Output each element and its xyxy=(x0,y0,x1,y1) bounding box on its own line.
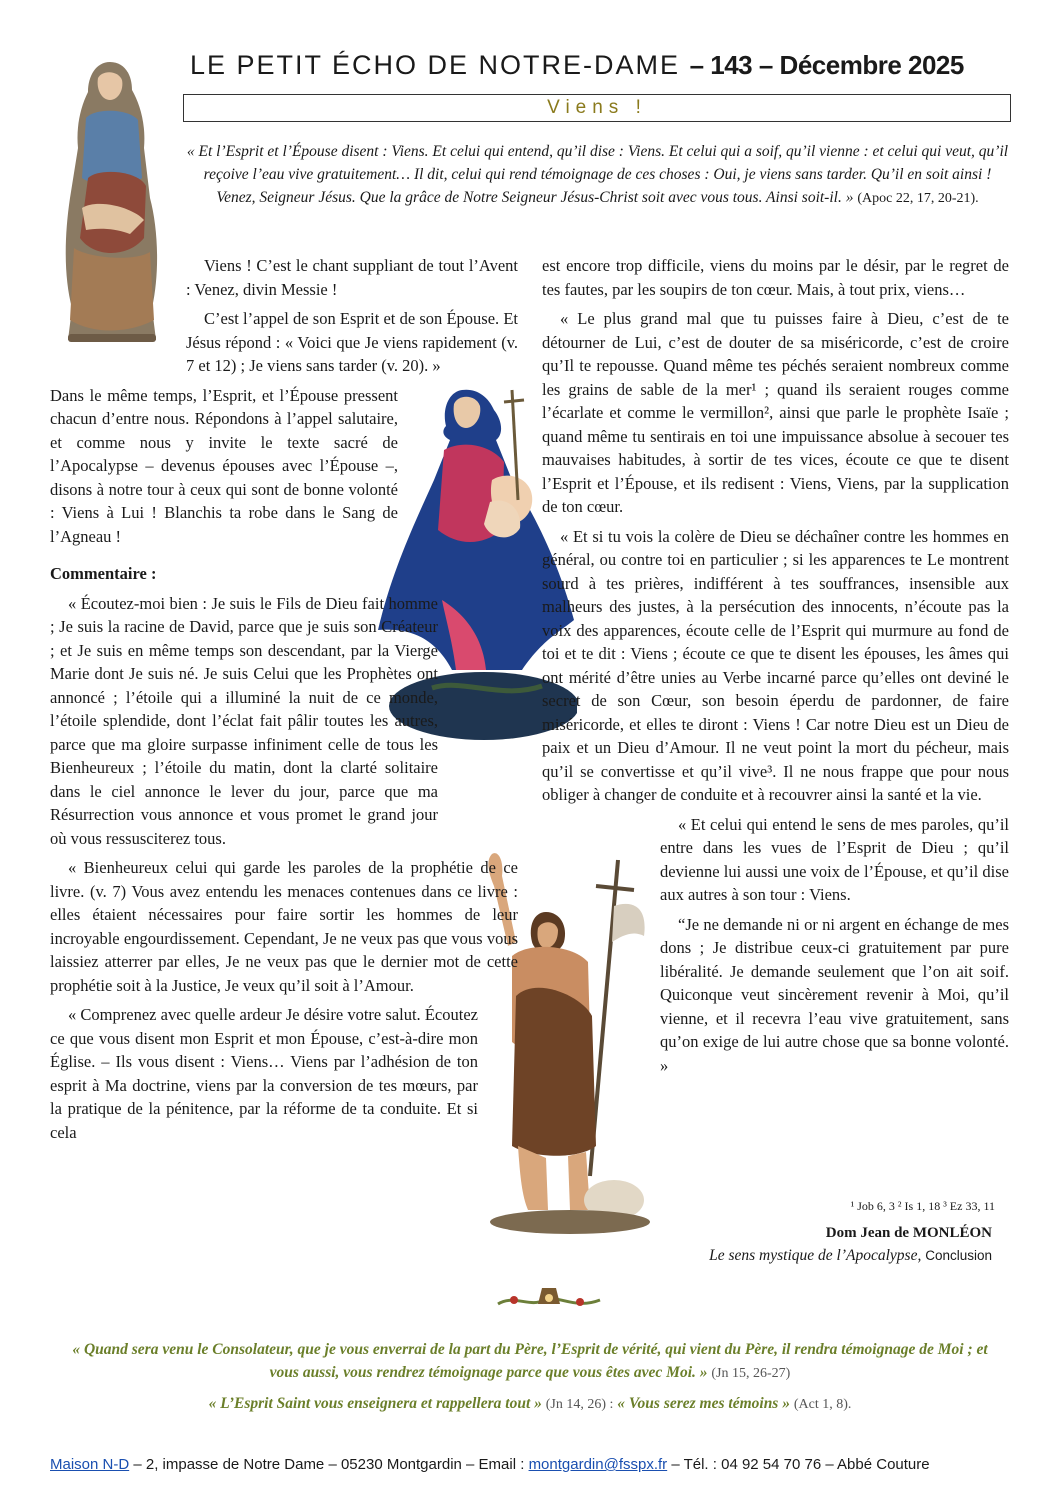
witnesses-quote-text: « Vous serez mes témoins » xyxy=(617,1395,790,1412)
commentary-paragraph-3: « Comprenez avec quelle ardeur Je désire votre salut. Écoutez ce que vous disent mon Esprit et mon Épouse, c’est-à-dire mon Église. – Ils vous disent : Viens… Viens par l’adhésion de ton esprit à Ma doctrine, viens par la conversion de tes mœurs, par la pratique de la pénitence, par la réforme de ta conduite. Et si cela xyxy=(50,1005,478,1142)
epigraph-text: « Et l’Esprit et l’Épouse disent : Viens. Et celui qui entend, qu’il dise : Viens. Et celui qui a soif, qu’il vienne : et celui qui veut, qu’il reçoive l’eau vive gratuitement… Il dit, celui qui rend témoignage de ces choses : Oui, je viens sans tarder. Qu’il en soit ainsi ! Venez, Seigneur Jésus. Que la grâce de Notre Seigneur Jésus-Christ soit avec vous tous. Ainsi soit-il. » xyxy=(186,143,1009,206)
commentary-heading: Commentaire : xyxy=(50,564,157,583)
left-column xyxy=(50,254,518,1144)
epigraph-reference: (Apoc 22, 17, 20-21). xyxy=(857,191,979,206)
commentary-paragraph-2: « Bienheureux celui qui garde les paroles de la prophétie de ce livre. (v. 7) Vous avez entendu les menaces contenues dans ce livre : elles étaient nécessaires pour faire sortir les hommes de leur incroyable engourdissement. Cependant, Je ne veux pas que vous vous laissiez atterrer par elles, Je ne veux pas que le dernier mot de cette prophétie soit à la Justice, Je veux qu’il soit à l’Amour. xyxy=(50,858,518,995)
mercy-paragraph: « Le plus grand mal que tu puisses faire à Dieu, c’est de te détourner de Lui, c’est de douter de sa miséricorde, c’est de croire qu’Il te repousse. Quand même tes péchés seraient nombreux comme les grains de sable de la mer¹ ; quand ils seraient rouges comme l’écarlate et comme le vermillon², ainsi que parle le prophète Isaïe ; quand même tu sentirais en toi une impuissance absolue à secouer tes mauvaises habitudes, à sortir de tes vices, écoute ce que te disent l’Esprit et l’Épouse, et ils redisent : Viens, Viens, par la supplication de ton cœur. xyxy=(542,309,1009,516)
maison-nd-link[interactable]: Maison N-D xyxy=(50,1456,130,1473)
consolator-quote xyxy=(60,1338,1000,1385)
holy-spirit-quote-text: « L’Esprit Saint vous enseignera et rappellera tout » xyxy=(208,1395,542,1412)
footer-contact: – Tél. : 04 92 54 70 76 – Abbé Couture xyxy=(667,1456,930,1473)
email-link[interactable]: montgardin@fsspx.fr xyxy=(528,1456,668,1473)
newsletter-title: LE PETIT ÉCHO DE NOTRE-DAME xyxy=(190,50,681,80)
book-part: Conclusion xyxy=(925,1248,992,1263)
appeal-paragraph: C’est l’appel de son Esprit et de son Épouse. Et Jésus répond : « Voici que Je viens rapidement (v. 7 et 12) ; Je viens sans tarder (v. 20). » xyxy=(186,309,518,375)
spouse-voice-paragraph: « Et celui qui entend le sens de mes paroles, qu’il entre dans les vues de l’Esprit de Dieu ; qu’il devienne lui aussi une voix de l’Épouse, et qu’il dise aux autres à son tour : Viens. xyxy=(660,814,1009,904)
continued-paragraph: est encore trop difficile, viens du moins par le désir, par le regret de tes fautes, par les soupirs de ton cœur. Mais, à tout prix, viens… xyxy=(542,256,1009,299)
witnesses-quote-ref: (Act 1, 8). xyxy=(793,1397,852,1412)
exhortation-paragraph: Dans le même temps, l’Esprit, et l’Épouse pressent chacun d’entre nous. Répondons à l’appel salutaire, et comme nous y invite le texte sacré de l’Apocalypse – devenus épouses avec l’Épouse –, disons à notre tour à ceux qui sont de bonne volonté : Viens à Lui ! Blanchis ta robe dans le Sang de l’Agneau ! xyxy=(50,385,398,546)
commentary-paragraph-1: « Écoutez-moi bien : Je suis le Fils de Dieu fait homme ; Je suis la racine de David, parce que je suis son Créateur ; et Je suis en même temps son descendant, par la Vierge Marie dont Je suis né. Je suis Celui que les Prophètes ont annoncé ; l’étoile qui a illuminé la nuit de ce monde, l’étoile splendide, dont l’éclat fait pâlir toutes les autres, parce que ma gloire surpasse infiniment celle de tous les Bienheureux ; l’étoile du matin, dont la clarté solitaire dans le ciel annonce le lever du jour, parce que ma Résurrection vous annonce et vous promet le grand jour où vous ressusciterez tous. xyxy=(50,593,438,848)
nativity-ornament-image xyxy=(494,1284,604,1314)
issue-subtitle: Viens ! xyxy=(547,97,647,118)
issue-number-date: – 143 – Décembre 2025 xyxy=(689,50,964,80)
source-book xyxy=(640,1247,992,1265)
book-title: Le sens mystique de l’Apocalypse, xyxy=(709,1247,922,1264)
footer xyxy=(50,1456,1010,1473)
masthead xyxy=(190,50,1010,81)
anger-paragraph: « Et si tu vois la colère de Dieu se déchaîner contre les hommes en général, ou contre toi en particulier ; si les apparences te Le montrent sourd à tes prières, indifférent à tes souffrances, insensible aux malheurs des justes, à la persécution des innocents, n’écoute pas la voix des apparences, écoute celle de l’Esprit qui murmure au fond de toi et te dit : Viens ; écoute ce que te disent les épouses, les âmes qui ont mérité d’être unies au Verbe incarné parce qu’elles ont deviné le secret de son Cœur, son besoin éperdu de pardonner, de faire miséricorde, et elles te diront : Viens ! Car notre Dieu est un Dieu de paix et un Dieu d’Amour. Il ne veut point la mort du pécheur, mais qu’il se convertisse et qu’il vive³. Il ne nous frappe que pour nous obliger à changer de conduite et à recouvrer ainsi la santé et la vie. xyxy=(542,526,1009,804)
holy-spirit-quote xyxy=(60,1392,1000,1416)
holy-spirit-quote-ref: (Jn 14, 26) : xyxy=(545,1397,614,1412)
subtitle-box xyxy=(183,94,1011,122)
consolator-quote-text: « Quand sera venu le Consolateur, que je vous enverrai de la part du Père, l’Esprit de vérité, qui vient du Père, il rendra témoignage de Moi ; et vous aussi, vous rendrez témoignage parce que vous êtes avec Moi. » xyxy=(72,1341,988,1381)
right-column xyxy=(542,254,1009,1077)
footnotes: ¹ Job 6, 3 ² Is 1, 18 ³ Ez 33, 11 xyxy=(850,1199,995,1213)
footer-address: – 2, impasse de Notre Dame – 05230 Montgardin – Email : xyxy=(129,1456,529,1473)
gratuitous-gift-paragraph: “Je ne demande ni or ni argent en échange de mes dons ; Je distribue ceux-ci gratuitement par pure libéralité. Je demande seulement que l’on ait soif. Quiconque veut sincèrement revenir à Moi, qu’il vienne, et il recevra l’eau vive gratuitement, sans qu’on exige de lui autre chose que sa bonne volonté. » xyxy=(660,914,1009,1075)
author: Dom Jean de MONLÉON xyxy=(825,1225,992,1241)
consolator-quote-ref: (Jn 15, 26-27) xyxy=(711,1366,791,1381)
intro-paragraph: Viens ! C’est le chant suppliant de tout l’Avent : Venez, divin Messie ! xyxy=(186,256,518,299)
epigraph xyxy=(185,140,1010,210)
